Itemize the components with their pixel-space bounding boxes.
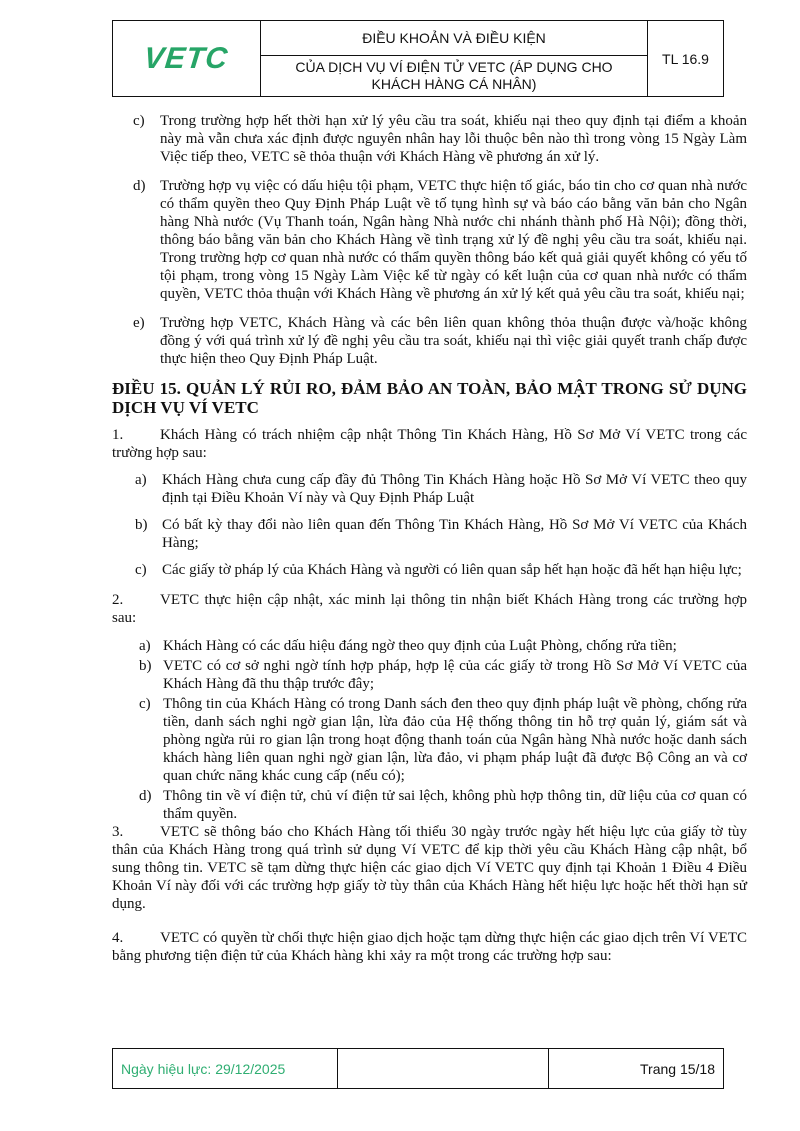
list-item-marker: a)	[135, 472, 147, 488]
document-header	[112, 20, 724, 97]
list-item-marker: b)	[135, 517, 148, 533]
clause-text: VETC có quyền từ chối thực hiện giao dịch hoặc tạm dừng thực hiện các giao dịch trên Ví VETC bằng phương tiện điện tử của Khách hàng khi xảy ra một trong các trường hợp sau:	[112, 930, 747, 964]
clause-text: VETC thực hiện cập nhật, xác minh lại thông tin nhận biết Khách Hàng trong các trường hợp sau:	[112, 592, 747, 626]
footer-empty-cell	[338, 1049, 549, 1088]
clause-2	[112, 591, 747, 627]
document-title-line1: ĐIỀU KHOẢN VÀ ĐIỀU KIỆN	[261, 21, 647, 56]
list-item	[112, 112, 747, 166]
list-item-marker: d)	[133, 178, 146, 194]
list-item	[112, 561, 747, 579]
header-title-cell	[261, 21, 647, 96]
list-item-marker: a)	[139, 638, 151, 654]
effective-date: Ngày hiệu lực: 29/12/2025	[113, 1049, 338, 1088]
document-footer	[112, 1048, 724, 1089]
list-item-marker: c)	[133, 113, 145, 129]
list-item-marker: b)	[139, 658, 152, 674]
list-item-text: Thông tin về ví điện tử, chủ ví điện tử sai lệch, không phù hợp thông tin, dữ liệu của cơ quan có thẩm quyền.	[163, 788, 747, 822]
list-item-text: Thông tin của Khách Hàng có trong Danh sách đen theo quy định pháp luật về phòng, chống rửa tiền, danh sách nghi ngờ gian lận, lừa đảo của Hệ thống thông tin hỗ trợ quản lý, giám sát và phòng ngừa rủi ro gian lận trong hoạt động thanh toán của Ngân hàng Nhà nước hoặc danh sách khách hàng liên quan nghi ngờ gian lận, lừa đảo, vi phạm pháp luật đã được Bộ Công an và cơ quan chức năng khác cung cấp (nếu có);	[163, 696, 747, 784]
list-item-text: Khách Hàng có các dấu hiệu đáng ngờ theo quy định của Luật Phòng, chống rửa tiền;	[163, 638, 677, 654]
clause-number: 1.	[112, 427, 124, 443]
list-item	[112, 787, 747, 823]
list-item-marker: c)	[139, 696, 151, 712]
clause-4	[112, 929, 747, 965]
document-title-line2: CỦA DỊCH VỤ VÍ ĐIỆN TỬ VETC (ÁP DỤNG CHO KHÁCH HÀNG CÁ NHÂN)	[295, 59, 613, 92]
document-code: TL 16.9	[647, 21, 723, 96]
list-item-text: Trường hợp vụ việc có dấu hiệu tội phạm, VETC thực hiện tố giác, báo tin cho cơ quan nhà nước có thẩm quyền theo Quy Định Pháp Luật về tố tụng hình sự và báo cáo bằng văn bản cho Ngân hàng Nhà nước (Vụ Thanh toán, Ngân hàng Nhà nước chi nhánh thành phố Hà Nội); đồng thời, thông báo bằng văn bản cho Khách Hàng về tình trạng xử lý đề nghị yêu cầu tra soát, khiếu nại. Trong trường hợp cơ quan nhà nước có thẩm quyền thông báo kết quả giải quyết không có yếu tố tội phạm, trong vòng 15 Ngày Làm Việc kể từ ngày có kết luận của cơ quan nhà nước có thẩm quyền, VETC thỏa thuận với Khách Hàng về phương án xử lý kết quả yêu cầu tra soát, khiếu nại;	[160, 178, 747, 302]
clause-number: 3.	[112, 824, 124, 840]
list-item-marker: d)	[139, 788, 152, 804]
list-item	[112, 516, 747, 552]
list-item-text: Trường hợp VETC, Khách Hàng và các bên liên quan không thỏa thuận được và/hoặc không đồng ý với quá trình xử lý đề nghị yêu cầu tra soát, khiếu nại thì việc giải quyết tranh chấp được thực hiện theo Quy Định Pháp Luật.	[160, 315, 747, 367]
list-item-text: Có bất kỳ thay đổi nào liên quan đến Thông Tin Khách Hàng, Hồ Sơ Mở Ví VETC của Khách Hàng;	[162, 517, 747, 551]
list-item	[112, 657, 747, 693]
list-item-text: Khách Hàng chưa cung cấp đầy đủ Thông Tin Khách Hàng hoặc Hồ Sơ Mở Ví VETC theo quy định tại Điều Khoản Ví này và Quy Định Pháp Luật	[162, 472, 747, 506]
list-item-text: Các giấy tờ pháp lý của Khách Hàng và người có liên quan sắp hết hạn hoặc đã hết hạn hiệu lực;	[162, 562, 742, 578]
section-heading: ĐIỀU 15. QUẢN LÝ RỦI RO, ĐẢM BẢO AN TOÀN, BẢO MẬT TRONG SỬ DỤNG DỊCH VỤ VÍ VETC	[112, 379, 747, 417]
list-item-text: Trong trường hợp hết thời hạn xử lý yêu cầu tra soát, khiếu nại theo quy định tại điểm a khoản này mà vẫn chưa xác định được nguyên nhân hay lỗi thuộc bên nào thì trong vòng 15 Ngày Làm Việc tiếp theo, VETC sẽ thỏa thuận với Khách Hàng về phương án xử lý.	[160, 113, 747, 165]
list-item	[112, 637, 747, 655]
clause-3	[112, 823, 747, 913]
logo-cell	[113, 21, 261, 96]
list-item-marker: e)	[133, 315, 145, 331]
clause-number: 2.	[112, 592, 124, 608]
list-item	[112, 314, 747, 368]
list-item	[112, 471, 747, 507]
page-number: Trang 15/18	[640, 1060, 715, 1077]
list-item	[112, 695, 747, 785]
clause-text: VETC sẽ thông báo cho Khách Hàng tối thiểu 30 ngày trước ngày hết hiệu lực của giấy tờ tùy thân của Khách Hàng trong quá trình sử dụng Ví VETC để kịp thời yêu cầu Khách Hàng cập nhật, bổ sung thông tin. VETC sẽ tạm dừng thực hiện các giao dịch Ví VETC quy định tại Khoản 1 Điều 4 Điều Khoản Ví này đối với các trường hợp giấy tờ tùy thân của Khách Hàng hết hiệu lực hoặc hết thời hạn sử dụng.	[112, 824, 747, 912]
clause-1	[112, 426, 747, 462]
document-body	[112, 112, 747, 965]
list-item	[112, 177, 747, 303]
list-item-text: VETC có cơ sở nghi ngờ tính hợp pháp, hợp lệ của các giấy tờ trong Hồ Sơ Mở Ví VETC của Khách Hàng đã thu thập trước đây;	[163, 658, 747, 692]
vetc-logo: VETC	[142, 41, 231, 75]
clause-number: 4.	[112, 930, 124, 946]
clause-text: Khách Hàng có trách nhiệm cập nhật Thông Tin Khách Hàng, Hồ Sơ Mở Ví VETC trong các trường hợp sau:	[112, 427, 747, 461]
list-item-marker: c)	[135, 562, 147, 578]
